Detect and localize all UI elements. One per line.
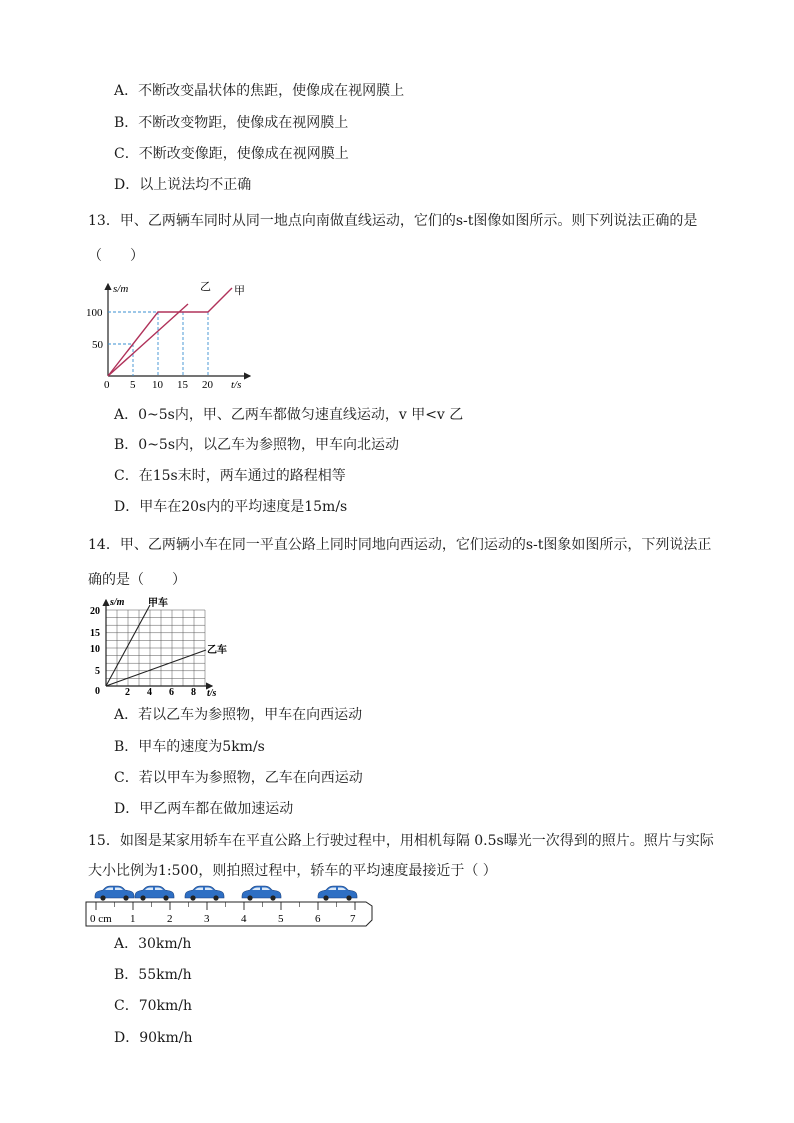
q13-label-yi: 乙 (200, 281, 211, 293)
car-5 (318, 886, 357, 901)
car-4 (242, 886, 281, 901)
q15-stem: 15．如图是某家用轿车在平直公路上行驶过程中，用相机每隔 0.5s曝光一次得到的照片。照片与实际 (88, 833, 714, 849)
q13-ytick-100: 100 (86, 307, 103, 319)
q13-xlabel: t/s (231, 379, 242, 391)
q14-ytick-10: 10 (90, 644, 100, 655)
q13-line-yi (108, 288, 232, 376)
q12-option-d: D．以上说法均不正确 (114, 177, 252, 193)
q13-xtick-10: 10 (152, 379, 163, 391)
car-2 (135, 886, 174, 901)
q14-option-c: C．若以甲车为参照物，乙车在向西运动 (114, 770, 363, 786)
q14-option-a: A．若以乙车为参照物，甲车在向西运动 (114, 707, 363, 723)
q13-option-b: B．0~5s内，以乙车为参照物，甲车向北运动 (114, 437, 400, 453)
q15-ruler-figure (84, 882, 376, 932)
q15-option-b: B．55km/h (114, 967, 192, 983)
q14-ytick-15: 15 (90, 628, 100, 639)
q13-xtick-15: 15 (177, 379, 188, 391)
q14-ytick-5: 5 (95, 666, 100, 677)
q13-option-c: C．在15s末时，两车通过的路程相等 (114, 468, 346, 484)
ruler-label-1: 1 (130, 913, 136, 925)
q14-xtick-4: 4 (147, 687, 152, 698)
q13-label-jia: 甲 (234, 285, 245, 297)
q13-line-jia (108, 304, 188, 376)
q13-stem-paren: （ ） (88, 248, 144, 264)
q14-label-yi: 乙车 (207, 645, 227, 656)
q14-xtick-8: 8 (191, 687, 196, 698)
ruler-label-0: 0 cm (90, 913, 112, 925)
q14-xlabel: t/s (207, 688, 217, 698)
q13-xtick-0: 0 (104, 379, 110, 391)
ruler-label-4: 4 (241, 913, 247, 925)
car-1 (95, 886, 134, 901)
q12-option-a: A．不断改变晶状体的焦距，使像成在视网膜上 (114, 83, 405, 99)
q14-ylabel: s/m (110, 597, 125, 608)
ruler-label-2: 2 (167, 913, 173, 925)
q14-stem: 14．甲、乙两辆小车在同一平直公路上同时同地向西运动，它们运动的s-t图象如图所示，下列说法正 (88, 537, 712, 553)
q13-stem: 13．甲、乙两辆车同时从同一地点向南做直线运动，它们的s-t图像如图所示。则下列说法正确的是 (88, 213, 698, 229)
q14-option-b: B．甲车的速度为5km/s (114, 739, 265, 755)
q13-st-graph (80, 276, 260, 394)
ruler-label-7: 7 (350, 913, 356, 925)
q15-option-d: D．90km/h (114, 1030, 193, 1046)
ruler-label-5: 5 (278, 913, 284, 925)
q14-label-jia: 甲车 (148, 598, 168, 609)
q12-option-c: C．不断改变像距，使像成在视网膜上 (114, 146, 349, 162)
q14-stem-line2: 确的是（ ） (88, 572, 186, 588)
q13-xtick-20: 20 (202, 379, 213, 391)
q13-ylabel: s/m (113, 283, 129, 295)
q14-option-d: D．甲乙两车都在做加速运动 (114, 801, 294, 817)
q13-ytick-50: 50 (92, 339, 103, 351)
q13-option-a: A．0~5s内，甲、乙两车都做匀速直线运动，v 甲<v 乙 (114, 407, 464, 423)
q15-stem-line2: 大小比例为1:500，则拍照过程中，轿车的平均速度最接近于（ ） (88, 863, 497, 879)
q15-option-c: C．70km/h (114, 998, 193, 1014)
q13-option-d: D．甲车在20s内的平均速度是15m/s (114, 499, 348, 515)
ruler-label-6: 6 (315, 913, 321, 925)
q13-xtick-5: 5 (130, 379, 136, 391)
q14-xtick-2: 2 (125, 687, 130, 698)
q14-xtick-6: 6 (169, 687, 174, 698)
q14-ytick-20: 20 (90, 606, 100, 617)
ruler (86, 902, 372, 926)
q12-option-b: B．不断改变物距，使像成在视网膜上 (114, 115, 349, 131)
q14-ytick-0: 0 (95, 686, 100, 697)
ruler-label-3: 3 (204, 913, 210, 925)
car-3 (185, 886, 224, 901)
q14-st-graph (86, 596, 236, 698)
q15-option-a: A．30km/h (114, 936, 192, 952)
